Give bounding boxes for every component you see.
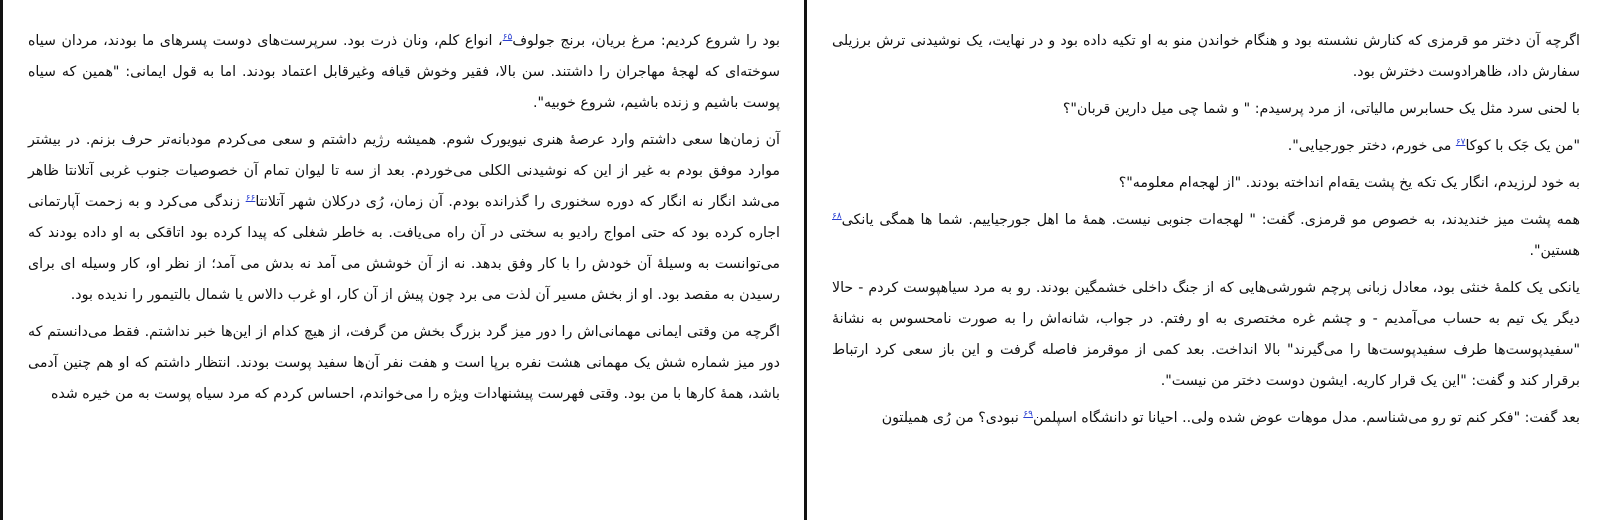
paragraph — [28, 125, 780, 311]
paragraph — [28, 26, 780, 119]
paragraph-text: بود را شروع کردیم: مرغ بریان، برنج جولوف — [512, 33, 780, 49]
paragraph — [28, 317, 780, 410]
footnote-marker[interactable]: ۶۵ — [502, 32, 513, 43]
paragraph — [832, 168, 1580, 199]
paragraph-text: ، انواع کلم، ونان ذرت بود. سرپرست‌های دوست پسرهای ما بودند، مردان سیاه سوخته‌ای که لهجهٔ مهاجران را داشتند. سن بالا، فقیر وخوش قیافه وغیرقابل اعتماد بودند. اما به قول ایمانی: "همین که سیاه پوست باشیم و زنده باشیم، شروع خوبیه". — [28, 33, 780, 111]
paragraph-text: هستین". — [1529, 243, 1580, 259]
paragraph — [832, 94, 1580, 125]
paragraph-text: می خورم، دختر جورجیایی". — [1287, 138, 1456, 154]
paragraph — [832, 403, 1580, 434]
paragraph-text: یانکی یک کلمهٔ خنثی بود، معادل زبانی پرچم شورشی‌هایی که از جنگ داخلی خشمگین بودند. رو به مرد سیاهپوست کردم - حالا دیگر یک تیم به حساب می‌آمدیم - و چشم غره مختصری به او رفتم. در جواب، شانه‌اش را به صورت نامحسوس به نشانهٔ "سفیدپوست‌ها طرف سفیدپوست‌ها را می‌گیرند" بالا انداخت. بعد کمی از موقرمز فاصله گرفت و این باز سعی کرد ارتباط برقرار کند و گفت: "این یک قرار کاریه. ایشون دوست دختر من نیست". — [832, 280, 1580, 389]
paragraph — [832, 273, 1580, 397]
footnote-marker[interactable]: ۶۷ — [1455, 137, 1466, 148]
footnote-marker[interactable]: ۶۸ — [832, 211, 842, 222]
right-page — [806, 0, 1600, 520]
paragraph-text: نبودی؟ من رُی همیلتون — [881, 410, 1024, 426]
paragraph — [832, 26, 1580, 88]
paragraph-text: بعد گفت: "فکر کنم تو رو می‌شناسم. مدل موهات عوض شده ولی.. احیانا تو دانشگاه اسپلمن — [1032, 410, 1580, 426]
paragraph-text: همه پشت میز خندیدند، به خصوص مو قرمزی. گفت: " لهجه‌ات جنوبی نیست. همهٔ ما اهل جورجیاییم. شما ها همگی یانکی — [841, 212, 1580, 228]
paragraph-text: با لحنی سرد مثل یک حسابرس مالیاتی، از مرد پرسیدم: " و شما چی میل دارین قربان"؟ — [1062, 101, 1580, 117]
paragraph-text: اگرچه من وقتی ایمانی مهمانی‌اش را دور میز گرد بزرگ بخش من گرفت، از هیچ کدام از این‌ها خبر نداشتم. فقط می‌دانستم که دور میز شماره شش یک مهمانی هشت نفره برپا است و هفت نفر آن‌ها سفید پوست بودند. انتظار داشتم که او هم چنین آدمی باشد، همهٔ کارها با من بود. وقتی فهرست پیشنهادات ویژه را می‌خواندم، احساس کردم که مرد سیاه پوست به من خیره شده — [28, 324, 780, 402]
paragraph-text: زندگی می‌کرد و به زحمت آپارتمانی اجاره کرده بود که حتی امواج رادیو به سختی در آن راه می‌یافت. به خاطر شغلی که پیدا کرده بود اتاقکی به او داده بودند که می‌توانست به وسیلهٔ آن خودش را با کار وفق بدهد. نه از آن خوشش می آمد نه بدش می آمد؛ از نظر او، کار وسیله ای برای رسیدن به مقصد بود. او از بخش مسیر آن لذت می برد چون پیش از آن کار، او غرب دالاس یا شمال بالتیمور را ندیده بود. — [28, 194, 780, 303]
paragraph — [832, 205, 1580, 267]
footnote-marker[interactable]: ۶۶ — [245, 193, 256, 204]
footnote-marker[interactable]: ۶۹ — [1023, 409, 1033, 420]
paragraph — [832, 131, 1580, 162]
paragraph-text: اگرچه آن دختر مو قرمزی که کنارش نشسته بود و هنگام خواندن منو به او تکیه داده بود و در نهایت، یک نوشیدنی ترش برزیلی سفارش داد، ظاهرادوست دخترش بود. — [832, 33, 1580, 80]
paragraph-text: "من یک جَک با کوکا — [1465, 138, 1580, 154]
paragraph-text: به خود لرزیدم، انگار یک تکه یخ پشت یقه‌ام انداخته بودند. "از لهجه‌ام معلومه"؟ — [1118, 175, 1580, 191]
paragraph-text: آن زمان‌ها سعی داشتم وارد عرصهٔ هنری نیویورک شوم. همیشه رژیم داشتم و سعی می‌کردم مودبانه‌تر حرف بزنم. در بیشتر موارد موفق بودم به غیر از این که نوشیدنی الکلی می‌خوردم. بعد از سه تا لیوان تمام آن خصوصیات جنوب غربی آتلانتا ظاهر می‌شد انگار نه انگار که دوره سخنوری را گذرانده بودم. آن زمان، رُی درکلان شهر آتلانتا — [28, 132, 780, 210]
